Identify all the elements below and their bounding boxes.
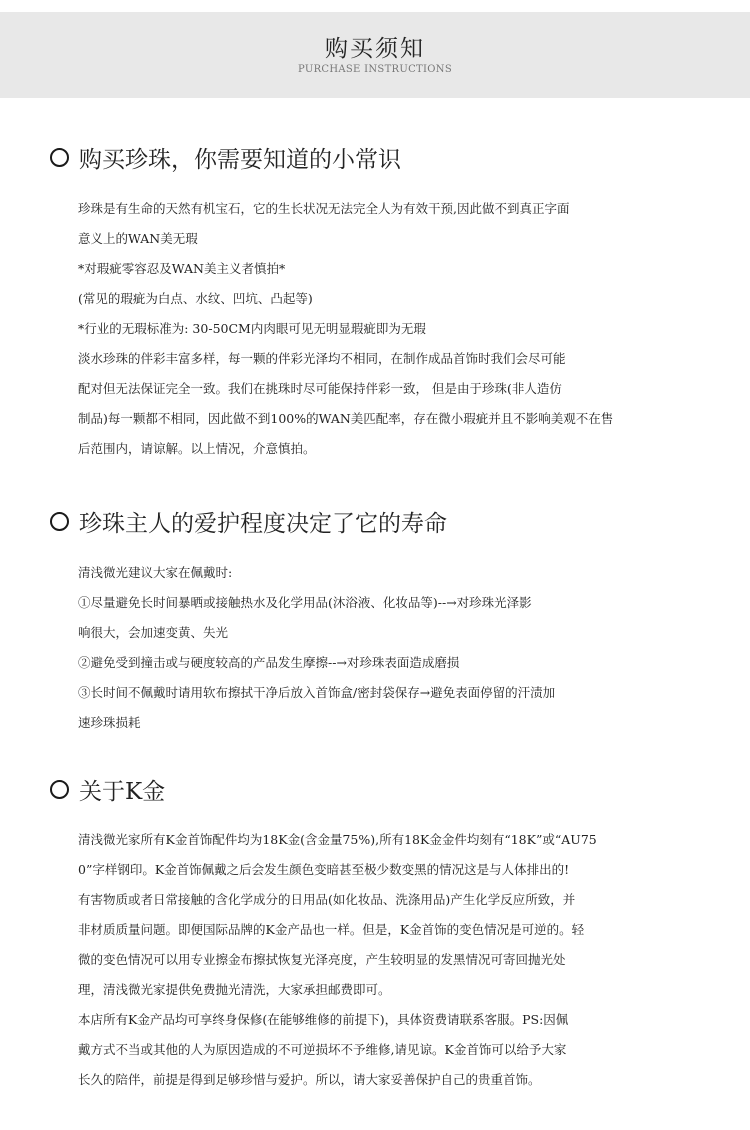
text-line: 后范围内，请谅解。以上情况，介意慎拍。: [78, 441, 316, 456]
page-header: [0, 12, 750, 98]
section-title-k-gold: [50, 774, 165, 804]
text-line: 珍珠是有生命的天然有机宝石，它的生长状况无法完全人为有效干预,因此做不到真正字面: [78, 201, 570, 216]
section-title-pearl-care: [50, 506, 447, 536]
text-line: 速珍珠损耗: [78, 715, 141, 730]
text-line: *对瑕疵零容忍及WAN美主义者慎拍*: [78, 261, 286, 276]
text-line: 戴方式不当或其他的人为原因造成的不可逆损坏不予维修,请见谅。K金首饰可以给予大家: [78, 1042, 567, 1057]
section-title-pearl-knowledge: [50, 142, 401, 172]
text-line: 非材质质量问题。即便国际品牌的K金产品也一样。但是，K金首饰的变色情况是可逆的。轻: [78, 922, 585, 937]
text-line: 清浅微光建议大家在佩戴时:: [78, 565, 233, 580]
section-body-pearl-knowledge: [78, 194, 613, 464]
text-line: 配对但无法保证完全一致。我们在挑珠时尽可能保持伴彩一致， 但是由于珍珠(非人造仿: [78, 381, 562, 396]
text-line: 理，清浅微光家提供免费抛光清洗，大家承担邮费即可。: [78, 982, 391, 997]
text-line: 意义上的WAN美无瑕: [78, 231, 198, 246]
section-heading: 购买珍珠，你需要知道的小常识: [79, 146, 401, 173]
top-strip: [0, 0, 750, 12]
page-title: 购买须知: [325, 36, 425, 62]
text-line: 制品)每一颗都不相同，因此做不到100%的WAN美匹配率，存在微小瑕疵并且不影响美观不在售: [78, 411, 614, 426]
section-heading: 珍珠主人的爱护程度决定了它的寿命: [79, 510, 447, 537]
circle-bullet-icon: [50, 780, 69, 799]
text-line: 清浅微光家所有K金首饰配件均为18K金(含金量75%),所有18K金金件均刻有“18K”或“AU75: [78, 832, 597, 847]
circle-bullet-icon: [50, 148, 69, 167]
text-line: ③长时间不佩戴时请用软布擦拭干净后放入首饰盒/密封袋保存→避免表面停留的汗渍加: [78, 685, 556, 700]
text-line: 淡水珍珠的伴彩丰富多样，每一颗的伴彩光泽均不相同，在制作成品首饰时我们会尽可能: [78, 351, 566, 366]
text-line: ②避免受到撞击或与硬度较高的产品发生摩擦--→对珍珠表面造成磨损: [78, 655, 460, 670]
text-line: 响很大，会加速变黄、失光: [78, 625, 229, 640]
circle-bullet-icon: [50, 512, 69, 531]
page-subtitle: PURCHASE INSTRUCTIONS: [298, 64, 452, 75]
text-line: 长久的陪伴，前提是得到足够珍惜与爱护。所以，请大家妥善保护自己的贵重首饰。: [78, 1072, 541, 1087]
text-line: 有害物质或者日常接触的含化学成分的日用品(如化妆品、洗涤用品)产生化学反应所致，并: [78, 892, 576, 907]
section-body-pearl-care: [78, 558, 555, 738]
section-heading: 关于K金: [79, 778, 166, 805]
text-line: 本店所有K金产品均可享终身保修(在能够维修的前提下)，具体资费请联系客服。PS:因佩: [78, 1012, 569, 1027]
text-line: 微的变色情况可以用专业擦金布擦拭恢复光泽亮度，产生较明显的发黑情况可寄回抛光处: [78, 952, 566, 967]
text-line: 0”字样钢印。K金首饰佩戴之后会发生颜色变暗甚至极少数变黑的情况这是与人体排出的!: [78, 862, 570, 877]
section-body-k-gold: [78, 825, 597, 1095]
text-line: ①尽量避免长时间暴晒或接触热水及化学用品(沐浴液、化妆品等)--→对珍珠光泽影: [78, 595, 532, 610]
text-line: *行业的无瑕标准为: 30-50CM内肉眼可见无明显瑕疵即为无瑕: [78, 321, 426, 336]
text-line: (常见的瑕疵为白点、水纹、凹坑、凸起等): [78, 291, 313, 306]
